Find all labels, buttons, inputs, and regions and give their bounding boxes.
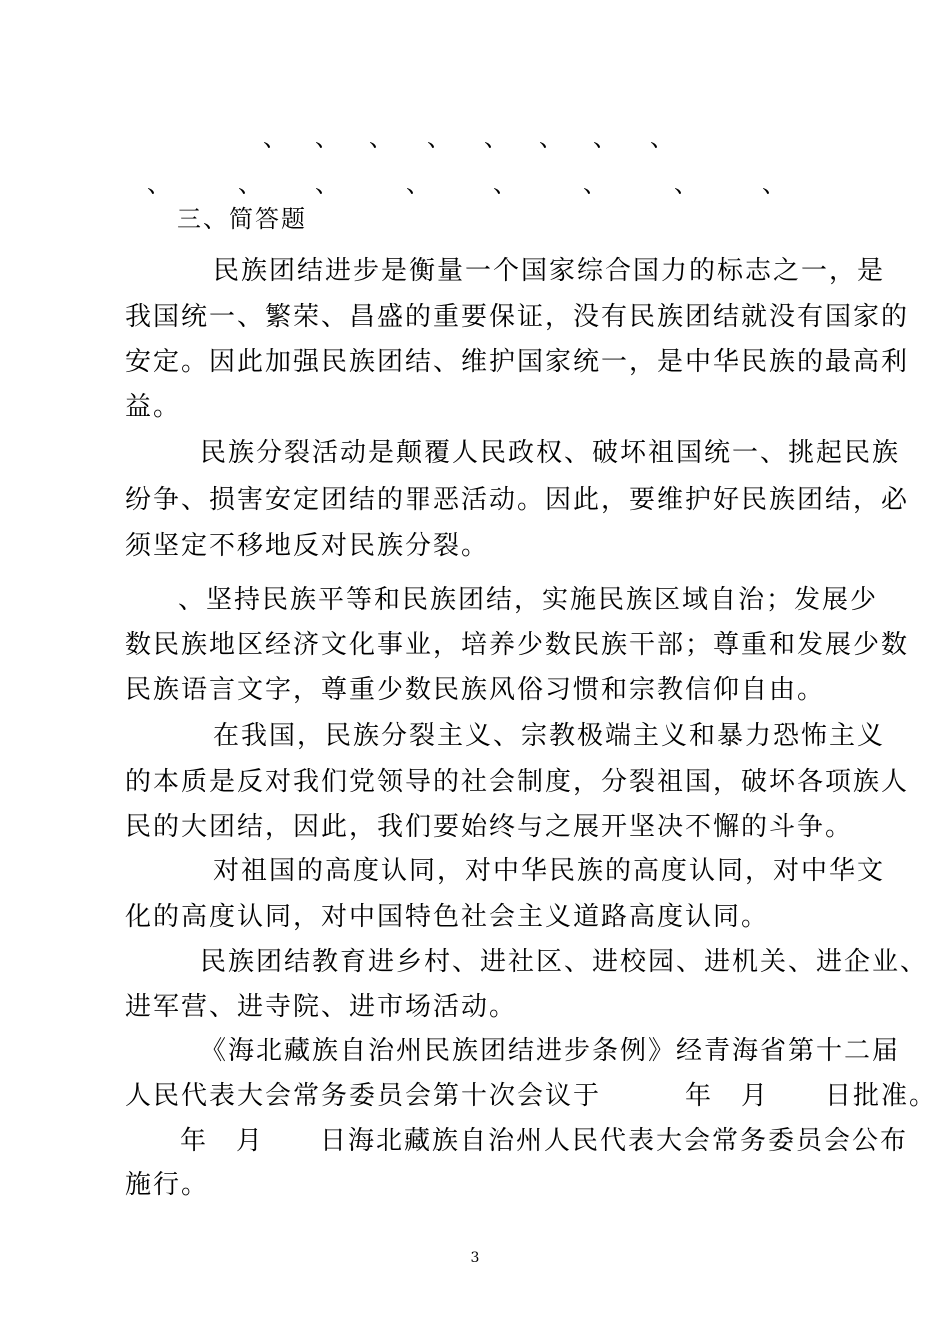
text-line: 人民代表大会常务委员会第十次会议于 年 月 日批准。 [125, 1081, 938, 1111]
enumeration-mark: 、 [762, 170, 786, 198]
text-line: 纷争、损害安定团结的罪恶活动。因此，要维护好民族团结，必 [125, 485, 910, 515]
enumeration-mark: 、 [406, 170, 430, 198]
text-line: 《海北藏族自治州民族团结进步条例》经青海省第十二届 [200, 1036, 901, 1066]
text-line: 年 月 日海北藏族自治州人民代表大会常务委员会公布 [180, 1126, 909, 1156]
text-line: 民族团结教育进乡村、进社区、进校园、进机关、进企业、 [200, 947, 929, 977]
text-line: 安定。因此加强民族团结、维护国家统一，是中华民族的最高利 [125, 347, 910, 377]
text-line: 民族分裂活动是颠覆人民政权、破坏祖国统一、挑起民族 [200, 438, 901, 468]
text-line: 益。 [125, 392, 182, 422]
text-line: 须坚定不移地反对民族分裂。 [125, 531, 490, 561]
enumeration-mark: 、 [493, 170, 517, 198]
text-line: 施行。 [125, 1170, 210, 1200]
text-line: 民的大团结，因此，我们要始终与之展开坚决不懈的斗争。 [125, 812, 854, 842]
text-line: 民族团结进步是衡量一个国家综合国力的标志之一，是 [213, 256, 886, 286]
enumeration-mark: 、 [593, 124, 617, 152]
enumeration-mark: 、 [484, 124, 508, 152]
text-line: 我国统一、繁荣、昌盛的重要保证，没有民族团结就没有国家的 [125, 302, 910, 332]
text-line: 的本质是反对我们党领导的社会制度，分裂祖国，破坏各项族人 [125, 767, 910, 797]
text-line: 、坚持民族平等和民族团结，实施民族区域自治；发展少 [178, 585, 879, 615]
page-number: 3 [470, 1250, 480, 1266]
enumeration-mark: 、 [427, 124, 451, 152]
text-line: 对祖国的高度认同，对中华民族的高度认同，对中华文 [213, 856, 886, 886]
text-line: 化的高度认同，对中国特色社会主义道路高度认同。 [125, 902, 770, 932]
enumeration-mark: 、 [238, 170, 262, 198]
text-line: 在我国，民族分裂主义、宗教极端主义和暴力恐怖主义 [213, 721, 886, 751]
text-line: 进军营、进寺院、进市场活动。 [125, 992, 518, 1022]
enumeration-mark: 、 [147, 170, 171, 198]
enumeration-mark: 、 [539, 124, 563, 152]
enumeration-mark: 、 [650, 124, 674, 152]
enumeration-mark: 、 [674, 170, 698, 198]
enumeration-mark: 、 [263, 124, 287, 152]
enumeration-mark: 、 [583, 170, 607, 198]
text-line: 数民族地区经济文化事业，培养少数民族干部；尊重和发展少数 [125, 630, 910, 660]
enumeration-mark: 、 [315, 170, 339, 198]
text-line: 民族语言文字，尊重少数民族风俗习惯和宗教信仰自由。 [125, 675, 826, 705]
section-heading: 三、简答题 [177, 205, 307, 233]
enumeration-mark: 、 [369, 124, 393, 152]
enumeration-mark: 、 [315, 124, 339, 152]
